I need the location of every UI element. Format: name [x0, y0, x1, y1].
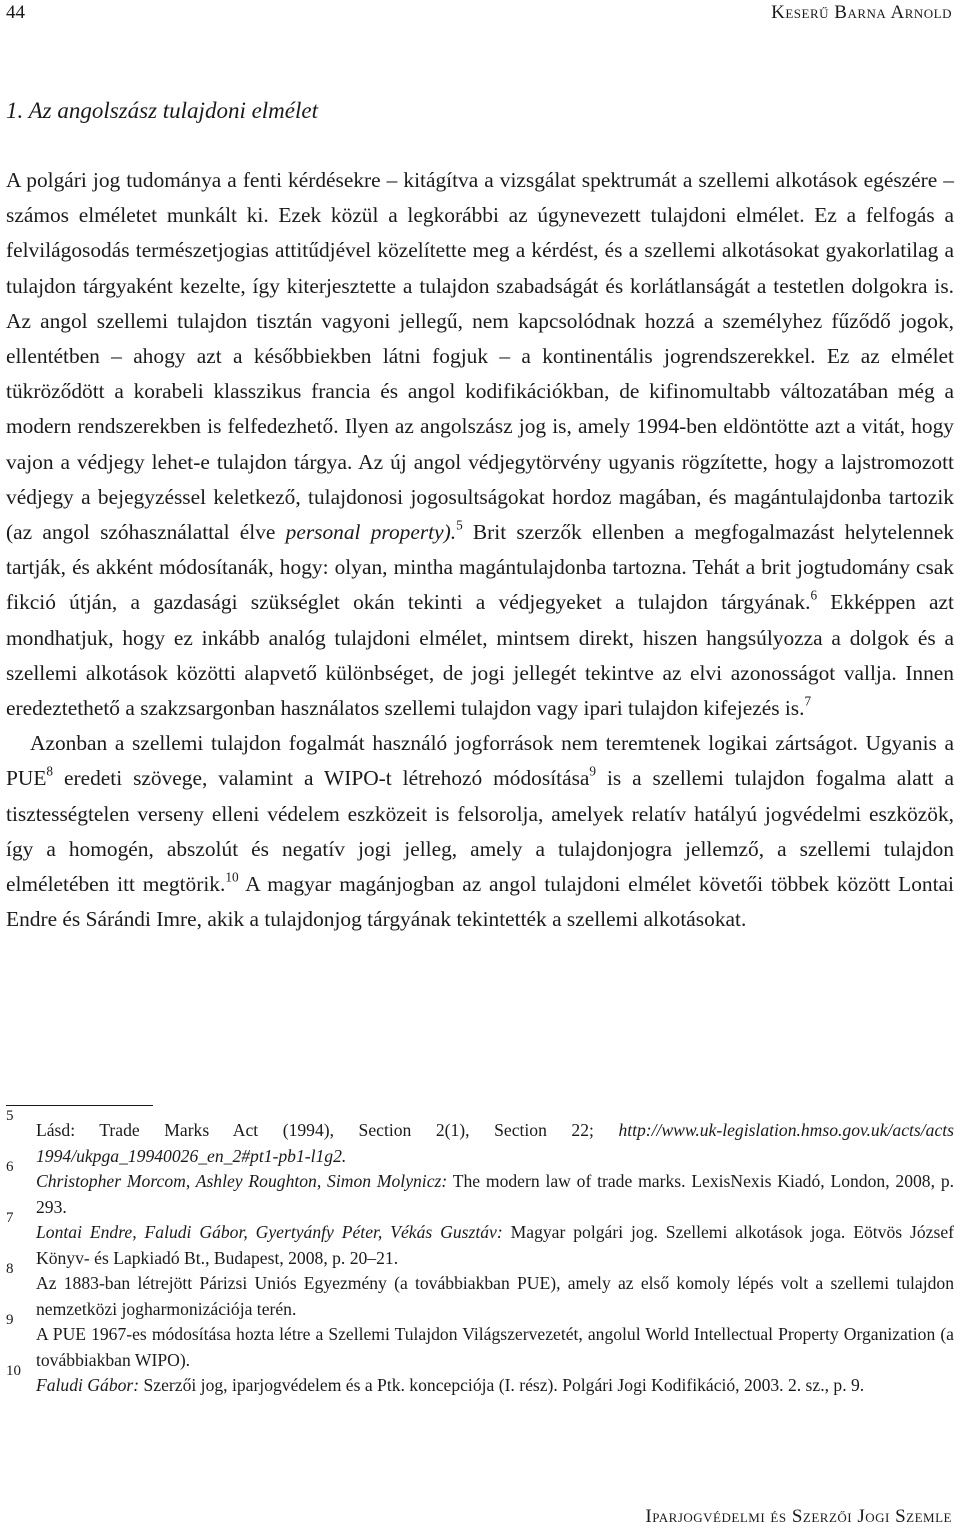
running-footer-journal: Iparjogvédelmi és Szerzői Jogi Szemle — [645, 1506, 952, 1527]
footnote-number: 8 — [6, 1261, 14, 1277]
footnote-7: 7 Lontai Endre, Faludi Gábor, Gyertyánfy Péter, Vékás Gusztáv: Magyar polgári jog. Szellemi alkotások joga. Eötvös József Könyv- és Lapkiadó Bt., Budapest, 2008, p. 20–21. — [6, 1220, 954, 1271]
page-number: 44 — [6, 2, 25, 23]
footnote-ref-7[interactable]: 7 — [804, 693, 812, 709]
footnote-number: 7 — [6, 1210, 14, 1226]
footnote-10: 10 Faludi Gábor: Szerzői jog, iparjogvédelem és a Ptk. koncepciója (I. rész). Polgári Jogi Kodifikáció, 2003. 2. sz., p. 9. — [6, 1373, 954, 1399]
footnote-number: 6 — [6, 1159, 14, 1175]
paragraph-2: Azonban a szellemi tulajdon fogalmát használó jogforrások nem teremtenek logikai zártságot. Ugyanis a PUE$^8$ eredeti szövege, valamint a WIPO-t létrehozó módosítása$^9$ is a szellemi tulajdon fogalma alatt a tisztességtelen verseny elleni védelem eszközeit is felsorolja, amelyek relatív hatályú jogvédelmi eszközök, így a homogén, abszolút és negatív jogi jelleg, amely a tulajdonjogra jellemző, a szellemi tulajdon elméletében itt megtörik.$^{10}$ A magyar magánjogban az angol tulajdoni elmélet követői többek között Lontai Endre és Sárándi Imre, akik a tulajdonjog tárgyának tekintették a szellemi alkotásokat. — [6, 731, 954, 932]
footnote-ref-6[interactable]: 6 — [810, 588, 818, 604]
italic-term: personal property). — [285, 520, 457, 545]
footnote-number: 9 — [6, 1312, 14, 1328]
body-text — [6, 163, 954, 937]
footnote-5: 5 Lásd: Trade Marks Act (1994), Section 2(1), Section 22; http://www.uk-legislation.hmso.gov.uk/acts/acts 1994/ukpga_19940026_en_2#pt1-pb1-l1g2. — [6, 1118, 954, 1169]
footnote-ref-9[interactable]: 9 — [589, 764, 597, 780]
footnote-ref-10[interactable]: 10 — [225, 869, 239, 885]
footnote-9: 9 A PUE 1967-es módosítása hozta létre a Szellemi Tulajdon Világszervezetét, angolul World Intellectual Property Organization (a továbbiakban WIPO). — [6, 1322, 954, 1373]
footnote-list — [6, 1108, 955, 1399]
footnote-number: 5 — [6, 1108, 14, 1124]
footnote-ref-8[interactable]: 8 — [46, 764, 54, 780]
footnote-8: 8 Az 1883-ban létrejött Párizsi Uniós Egyezmény (a továbbiakban PUE), amely az első komoly lépés volt a szellemi tulajdon nemzetközi jogharmonizációja terén. — [6, 1271, 954, 1322]
running-head-author: Keserű Barna Arnold — [771, 2, 952, 23]
footnote-number: 10 — [6, 1363, 21, 1379]
paragraph-1: A polgári jog tudománya a fenti kérdésekre – kitágítva a vizsgálat spektrumát a szellemi alkotások egészére – számos elméletet munkált ki. Ezek közül a legkorábbi az úgynevezett tulajdoni elmélet. Ez a felfogás a felvilágosodás természetjogias attitűdjével közelítette meg a kérdést, és a szellemi alkotásokat gyakorlatilag a tulajdon tárgyaként kezelte, így kiterjesztette a tulajdon szabadságát és korlátlanságát a testetlen dolgokra is. Az angol szellemi tulajdon tisztán vagyoni jellegű, nem kapcsolódnak hozzá a személyhez fűződő jogok, ellentétben – ahogy azt a későbbiekben látni fogjuk – a kontinentális jogrendszerekkel. Ez az elmélet tükröződött a korabeli klasszikus francia és angol kodifikációkban, de kifinomultabb változatában még a modern rendszerekben is felfedezhető. Ilyen az angolszász jog is, amely 1994-ben eldöntötte azt a vitát, hogy vajon a védjegy lehet-e tulajdon tárgya. Az új angol védjegytörvény ugyanis rögzítette, hogy a lajstromozott védjegy a bejegyzéssel keletkező, tulajdonosi jogosultságokat hordoz magában, és magántulajdonba tartozik (az angol szóhasználattal élve personal property).$^5$ Brit szerzők ellenben a megfogalmazást helytelennek tartják, és akként módosítanák, hogy: olyan, mintha magántulajdonba tartozna. Tehát a brit jogtudomány csak fikció útján, a gazdasági szükséglet okán tekinti a védjegyeket a tulajdon tárgyának.$^6$ Ekképpen azt mondhatjuk, hogy ez inkább analóg tulajdoni elmélet, mintsem direkt, hiszen hangsúlyozza a dolgok és a szellemi alkotások közötti alapvető különbséget, de jogi jellegét tekintve az elvi azonosságot vallja. Innen eredeztethető a szakzsargonban használatos szellemi tulajdon vagy ipari tulajdon kifejezés is.$^7$ — [6, 168, 955, 721]
section-title: 1. Az angolszász tulajdoni elmélet — [6, 98, 318, 123]
footnote-link[interactable]: http://www.uk-legislation.hmso.gov.uk/acts/acts 1994/ukpga_19940026_en_2#pt1-pb1-l1g2. — [36, 1120, 954, 1166]
footnote-ref-5[interactable]: 5 — [456, 517, 463, 533]
footnote-6: 6 Christopher Morcom, Ashley Roughton, Simon Molynicz: The modern law of trade marks. LexisNexis Kiadó, London, 2008, p. 293. — [6, 1169, 954, 1220]
